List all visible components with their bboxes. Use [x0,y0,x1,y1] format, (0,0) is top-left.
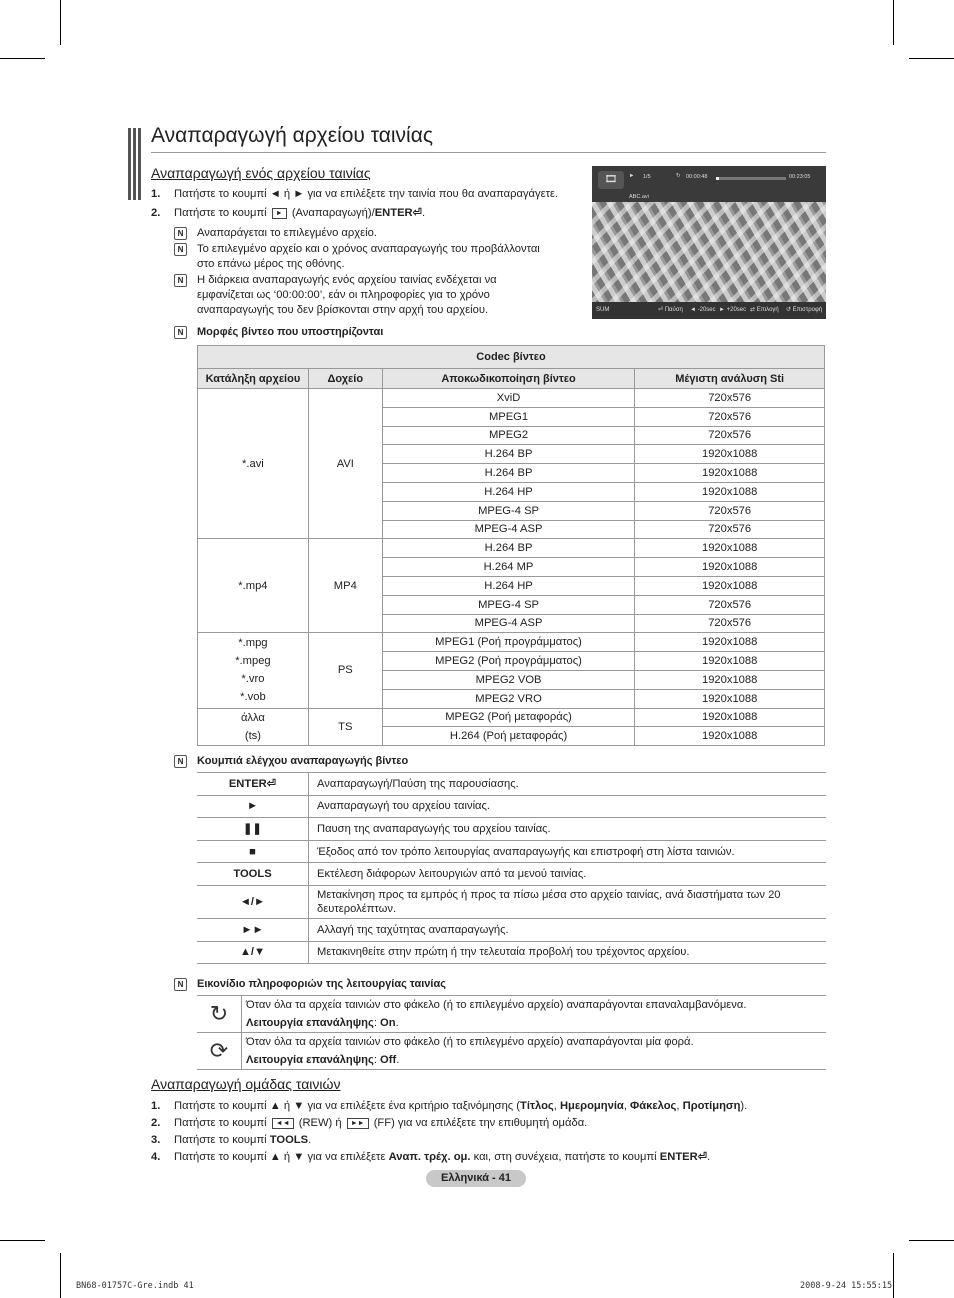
codec-table [197,345,825,746]
controls-note: N Κουμπιά ελέγχου αναπαραγωγής βίντεο [174,754,554,769]
note-3: N Η διάρκεια αναπαραγωγής ενός αρχείου ταινίας ενδέχεται να εμφανίζεται ως ‘00:00:00’, εάν οι πληροφορίες για το χρόνο αναπαραγωγής του δεν βρίσκονται στην αρχή του αρχείου. [174,273,554,318]
group-step-2: 2. Πατήστε το κουμπί ◄◄ (REW) ή ►► (FF) για να επιλέξετε την επιθυμητή ομάδα. [151,1117,588,1129]
print-slug-date: 2008-9-24 15:55:15 [800,1281,893,1291]
info-description: Όταν όλα τα αρχεία ταινιών στο φάκελο (ή το επιλεγμένο αρχείο) αναπαράγονται επαναλαμβανόμενα. Λειτουργία επανάληψης: On. [242,996,827,1033]
crop-mark [909,58,954,59]
control-row [197,885,826,918]
control-row [197,795,826,818]
progress-bar [716,177,786,180]
group-step-4: 4. Πατήστε το κουμπί ▲ ή ▼ για να επιλέξετε Αναπ. τρέχ. ομ. και, στη συνέχεια, πατήστε το κουμπί ENTER⏎. [151,1151,711,1163]
resolution-cell: 1920x1088 [635,576,825,595]
step-1: 1. Πατήστε το κουμπί ◄ ή ► για να επιλέξετε την ταινία που θα αναπαραγάγετε. [151,188,559,200]
codec-cell: MPEG2 (Ροή προγράμματος) [382,652,635,671]
fast-forward-icon: ►► [347,1118,369,1129]
container-cell: TS [308,708,382,746]
crop-mark [909,1240,954,1241]
codec-cell: H.264 BP [382,445,635,464]
resolution-cell: 720x576 [635,520,825,539]
codec-column-header: Αποκωδικοποίηση βίντεο [382,369,635,389]
codec-cell: MPEG1 [382,407,635,426]
control-description: Αναπαραγωγή/Παύση της παρουσίασης. [309,773,827,796]
steps-group [151,1098,831,1165]
info-description: Όταν όλα τα αρχεία ταινιών στο φάκελο (ή το επιλεγμένο αρχείο) αναπαράγονται μία φορά. Λειτουργία επανάληψης: Off. [242,1033,827,1070]
codec-row [198,708,825,727]
steps-single [151,186,581,221]
film-icon: 🎞 [598,171,624,189]
crop-mark [60,0,61,45]
control-description: Παυση της αναπαραγωγής του αρχείου ταινίας. [309,818,827,841]
ctrl-pause: ⏎ Παύση [658,307,683,313]
ctrl-select: ⇄ Επιλογή [750,307,779,313]
play-state-icon: ► [629,173,635,179]
resolution-cell: 1920x1088 [635,633,825,652]
file-extension-cell: *.mp4 [198,539,309,633]
group-step-1: 1. Πατήστε το κουμπί ▲ ή ▼ για να επιλέξετε ένα κριτήριο ταξινόμησης (Τίτλος, Ημερομηνία, Φάκελος, Προτίμηση). [151,1100,748,1112]
control-key: TOOLS [197,863,309,886]
codec-cell: H.264 (Ροή μεταφοράς) [382,727,635,746]
note-2: N Το επιλεγμένο αρχείο και ο χρόνος αναπαραγωγής του προβάλλονται στο επάνω μέρος της οθόνης. [174,242,554,272]
play-icon: ► [272,208,287,219]
resolution-cell: 1920x1088 [635,558,825,577]
control-row [197,918,826,941]
note-icon: N [174,755,187,768]
page-number-badge: Ελληνικά - 41 [426,1170,526,1187]
resolution-cell: 1920x1088 [635,652,825,671]
controls-table [197,772,826,964]
file-extension-cell: άλλα (ts) [198,708,309,746]
resolution-cell: 1920x1088 [635,482,825,501]
codec-cell: H.264 BP [382,464,635,483]
crop-mark [893,1253,894,1298]
resolution-cell: 1920x1088 [635,670,825,689]
control-key: ❚❚ [197,818,309,841]
codec-group-header: Codec βίντεο [198,346,825,369]
enter-icon: ⏎ [412,207,422,219]
repeat-once-icon: ⟳ [197,1033,242,1070]
control-row [197,840,826,863]
info-row [197,1033,826,1070]
section-heading-single: Αναπαραγωγή ενός αρχείου ταινίας [151,165,371,181]
control-key: ► [197,795,309,818]
crop-mark [893,0,894,45]
control-description: Αλλαγή της ταχύτητας αναπαραγωγής. [309,918,827,941]
crop-mark [60,1253,61,1298]
control-row [197,773,826,796]
codec-cell: H.264 BP [382,539,635,558]
codec-cell: MPEG2 [382,426,635,445]
control-key: ▲/▼ [197,941,309,964]
codec-cell: H.264 HP [382,482,635,501]
control-key: ENTER⏎ [197,773,309,796]
codec-cell: MPEG-4 ASP [382,520,635,539]
container-cell: PS [308,633,382,708]
codec-cell: H.264 HP [382,576,635,595]
ctrl-rewind: ◄ -20sec [690,307,716,313]
codec-cell: H.264 MP [382,558,635,577]
info-icon-table [197,995,826,1070]
resolution-cell: 720x576 [635,595,825,614]
codec-column-header: Μέγιστη ανάλυση Sti [635,369,825,389]
note-icon: N [174,978,187,991]
note-1: N Αναπαράγεται το επιλεγμένο αρχείο. [174,226,554,241]
playback-info-bar: 🎞 ► 1/5 ↻ 00:00:48 00:23:05 ABC.avi [592,166,826,202]
codec-row [198,539,825,558]
codec-row [198,633,825,652]
resolution-cell: 1920x1088 [635,689,825,708]
codec-cell: MPEG2 VRO [382,689,635,708]
control-row [197,941,826,964]
file-extension-cell: *.mpg *.mpeg *.vro *.vob [198,633,309,708]
crop-mark [0,58,45,59]
repeat-icon: ↻ [676,173,681,179]
progress-fill [716,177,719,180]
control-key: ►► [197,918,309,941]
codec-row [198,389,825,408]
resolution-cell: 720x576 [635,501,825,520]
resolution-cell: 1920x1088 [635,539,825,558]
container-cell: AVI [308,389,382,539]
control-row [197,863,826,886]
codec-cell: MPEG2 (Ροή μεταφοράς) [382,708,635,727]
section-heading-group: Αναπαραγωγή ομάδας ταινιών [151,1076,341,1092]
ctrl-return: ↺ Επιστροφή [786,307,823,313]
note-icon: N [174,243,187,256]
crop-mark [0,1240,45,1241]
resolution-cell: 720x576 [635,407,825,426]
codec-cell: MPEG1 (Ροή προγράμματος) [382,633,635,652]
page-title: Αναπαραγωγή αρχείου ταινίας [151,124,433,147]
ctrl-forward: ► +20sec [719,307,747,313]
resolution-cell: 1920x1088 [635,708,825,727]
codec-cell: MPEG-4 SP [382,595,635,614]
file-extension-cell: *.avi [198,389,309,539]
repeat-all-icon: ↻ [197,996,242,1033]
note-icon: N [174,227,187,240]
rewind-icon: ◄◄ [272,1118,294,1129]
print-slug-file: BN68-01757C-Gre.indb 41 [76,1281,194,1291]
container-cell: MP4 [308,539,382,633]
playback-screenshot [592,166,826,319]
formats-note: N Μορφές βίντεο που υποστηρίζονται [174,325,554,340]
resolution-cell: 720x576 [635,614,825,633]
note-icon: N [174,326,187,339]
codec-cell: MPEG-4 SP [382,501,635,520]
title-divider [151,152,826,153]
control-key: ◄/► [197,885,309,918]
control-description: Έξοδος από τον τρόπο λειτουργίας αναπαραγωγής και επιστροφή στη λίστα ταινιών. [309,840,827,863]
control-description: Εκτέλεση διάφορων λειτουργιών από τα μενού ταινίας. [309,863,827,886]
group-step-3: 3. Πατήστε το κουμπί TOOLS. [151,1134,312,1146]
control-description: Μετακινηθείτε στην πρώτη ή την τελευταία προβολή του τρέχοντος αρχείου. [309,941,827,964]
codec-cell: XviD [382,389,635,408]
resolution-cell: 720x576 [635,389,825,408]
playback-control-bar: SUM ⏎ Παύση ◄ -20sec ► +20sec ⇄ Επιλογή ↺ Επιστροφή [592,302,826,319]
title-accent-bar [128,128,141,200]
resolution-cell: 1920x1088 [635,445,825,464]
info-note: N Εικονίδιο πληροφοριών της λειτουργίας ταινίας [174,977,554,992]
info-row [197,996,826,1033]
resolution-cell: 1920x1088 [635,727,825,746]
step-2: 2. Πατήστε το κουμπί ► (Αναπαραγωγή)/ENTER⏎. [151,207,426,219]
note-icon: N [174,274,187,287]
control-description: Αναπαραγωγή του αρχείου ταινίας. [309,795,827,818]
control-description: Μετακίνηση προς τα εμπρός ή προς τα πίσω μέσα στο αρχείο ταινίας, ανά διαστήματα των 20 δευτερολέπτων. [309,885,827,918]
codec-cell: MPEG-4 ASP [382,614,635,633]
control-row [197,818,826,841]
codec-column-header: Κατάληξη αρχείου [198,369,309,389]
codec-cell: MPEG2 VOB [382,670,635,689]
control-key: ■ [197,840,309,863]
resolution-cell: 720x576 [635,426,825,445]
resolution-cell: 1920x1088 [635,464,825,483]
codec-column-header: Δοχείο [308,369,382,389]
